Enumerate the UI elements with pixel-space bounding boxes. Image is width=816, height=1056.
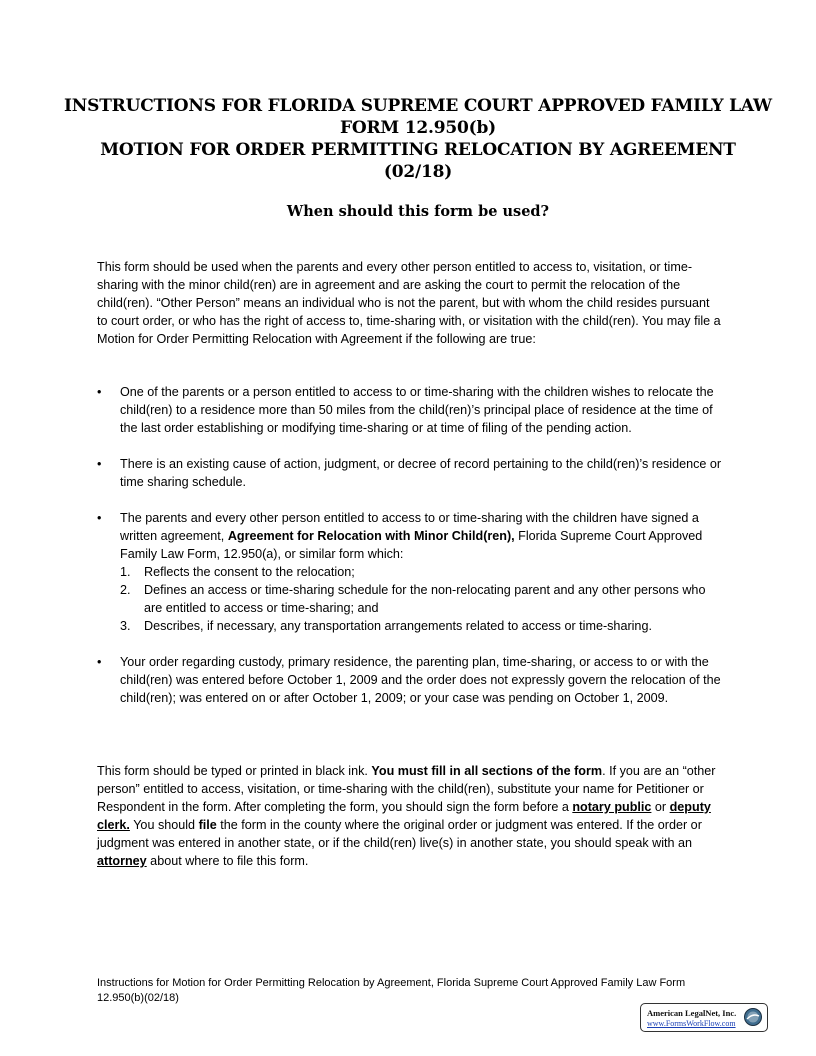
closing-text-4: or bbox=[651, 800, 670, 814]
closing-text-5: You should bbox=[129, 818, 199, 832]
page-footer: Instructions for Motion for Order Permitting Relocation by Agreement, Florida Supreme Court Approved Family Law Form 12.950(b)(02/18) bbox=[97, 977, 686, 1004]
document-title bbox=[60, 95, 776, 183]
closing-text-3: . If you are an “other person” entitled to access, visitation, or time-sharing with the child(ren), substitute your name for Petitioner or Respondent in the form. After completing the form, you should sign the form before a bbox=[97, 764, 716, 814]
title-line-4: (02/18) bbox=[383, 162, 453, 182]
agreement-form-name: Agreement for Relocation with Minor Child(ren), bbox=[227, 529, 515, 543]
list-item bbox=[97, 509, 722, 635]
closing-text-1: This form should be typed or printed in black ink. bbox=[97, 764, 372, 778]
title-line-2: FORM 12.950(b) bbox=[340, 118, 496, 138]
bullet-text-1: One of the parents or a person entitled to access to or time-sharing with the children wishes to relocate the child(ren) to a residence more than 50 miles from the child(ren)’s principal place of residence at the time of the last order establishing or modifying time-sharing or at time of filing of the pending action. bbox=[120, 385, 714, 435]
file-emphasis: file bbox=[198, 818, 217, 832]
section-heading: When should this form be used? bbox=[286, 203, 550, 220]
bullet-text-3-pre: The parents and every other person entitled to access to or time-sharing with the children have signed a written agreement, bbox=[120, 511, 699, 543]
notary-public-link[interactable]: notary public bbox=[572, 800, 652, 814]
sub-list-item bbox=[120, 581, 722, 617]
title-line-3: MOTION FOR ORDER PERMITTING RELOCATION BY AGREEMENT bbox=[100, 140, 736, 160]
conditions-list bbox=[97, 383, 722, 725]
sub-item-text: Defines an access or time-sharing schedule for the non-relocating parent and any other persons who are entitled to access or time-sharing; and bbox=[144, 583, 706, 615]
sub-item-number: 1. bbox=[120, 565, 131, 579]
bullet-text-3-post: Florida Supreme Court Approved Family Law Form, 12.950(a), or similar form which: bbox=[120, 529, 703, 561]
publisher-url[interactable]: www.FormsWorkFlow.com bbox=[647, 1019, 736, 1028]
bullet-icon: • bbox=[97, 511, 102, 525]
bullet-text-2: There is an existing cause of action, judgment, or decree of record pertaining to the child(ren)’s residence or time sharing schedule. bbox=[120, 457, 722, 489]
bullet-icon: • bbox=[97, 655, 102, 669]
sub-list-item bbox=[120, 563, 722, 581]
globe-icon bbox=[743, 1007, 763, 1027]
deputy-clerk-link[interactable]: deputy clerk. bbox=[97, 800, 711, 832]
publisher-badge[interactable] bbox=[640, 1003, 768, 1032]
list-item bbox=[97, 383, 722, 437]
bullet-text-4: Your order regarding custody, primary residence, the parenting plan, time-sharing, or access to or with the child(ren) was entered before October 1, 2009 and the order does not expressly govern the relocation of the child(ren); was entered on or after October 1, 2009; or your case was pending on October 1, 2009. bbox=[120, 655, 721, 705]
intro-paragraph bbox=[97, 258, 722, 348]
closing-text-8: about where to file this form. bbox=[146, 854, 309, 868]
bullet-icon: • bbox=[97, 457, 102, 471]
closing-paragraph bbox=[97, 762, 722, 870]
sub-list bbox=[120, 563, 722, 635]
closing-text-7: the form in the county where the original order or judgment was entered. If the order or judgment was entered in another state, or if the child(ren) live(s) in another state, you should speak with an bbox=[97, 818, 702, 850]
list-item bbox=[97, 653, 722, 707]
intro-text: This form should be used when the parents and every other person entitled to access to, visitation, or time-sharing with the minor child(ren) are in agreement and are asking the court to permit the relocation of the child(ren). “Other Person” means an individual who is not the parent, but with whom the child resides pursuant to court order, or who has the right of access to, time-sharing with, or visitation with the child(ren). You may file a Motion for Order Permitting Relocation with Agreement if the following are true: bbox=[97, 260, 721, 346]
closing-emphasis: You must fill in all sections of the form bbox=[371, 764, 603, 778]
sub-item-number: 2. bbox=[120, 583, 131, 597]
closing-text bbox=[97, 762, 722, 870]
sub-list-item bbox=[120, 617, 722, 635]
list-item bbox=[97, 455, 722, 491]
sub-item-text: Describes, if necessary, any transportation arrangements related to access or time-sharing. bbox=[144, 619, 652, 633]
bullet-icon: • bbox=[97, 385, 102, 399]
sub-item-number: 3. bbox=[120, 619, 131, 633]
attorney-link[interactable]: attorney bbox=[97, 854, 147, 868]
publisher-name: American LegalNet, Inc. bbox=[647, 1008, 737, 1018]
sub-item-text: Reflects the consent to the relocation; bbox=[144, 565, 355, 579]
title-line-1: INSTRUCTIONS FOR FLORIDA SUPREME COURT APPROVED FAMILY LAW bbox=[64, 96, 772, 116]
